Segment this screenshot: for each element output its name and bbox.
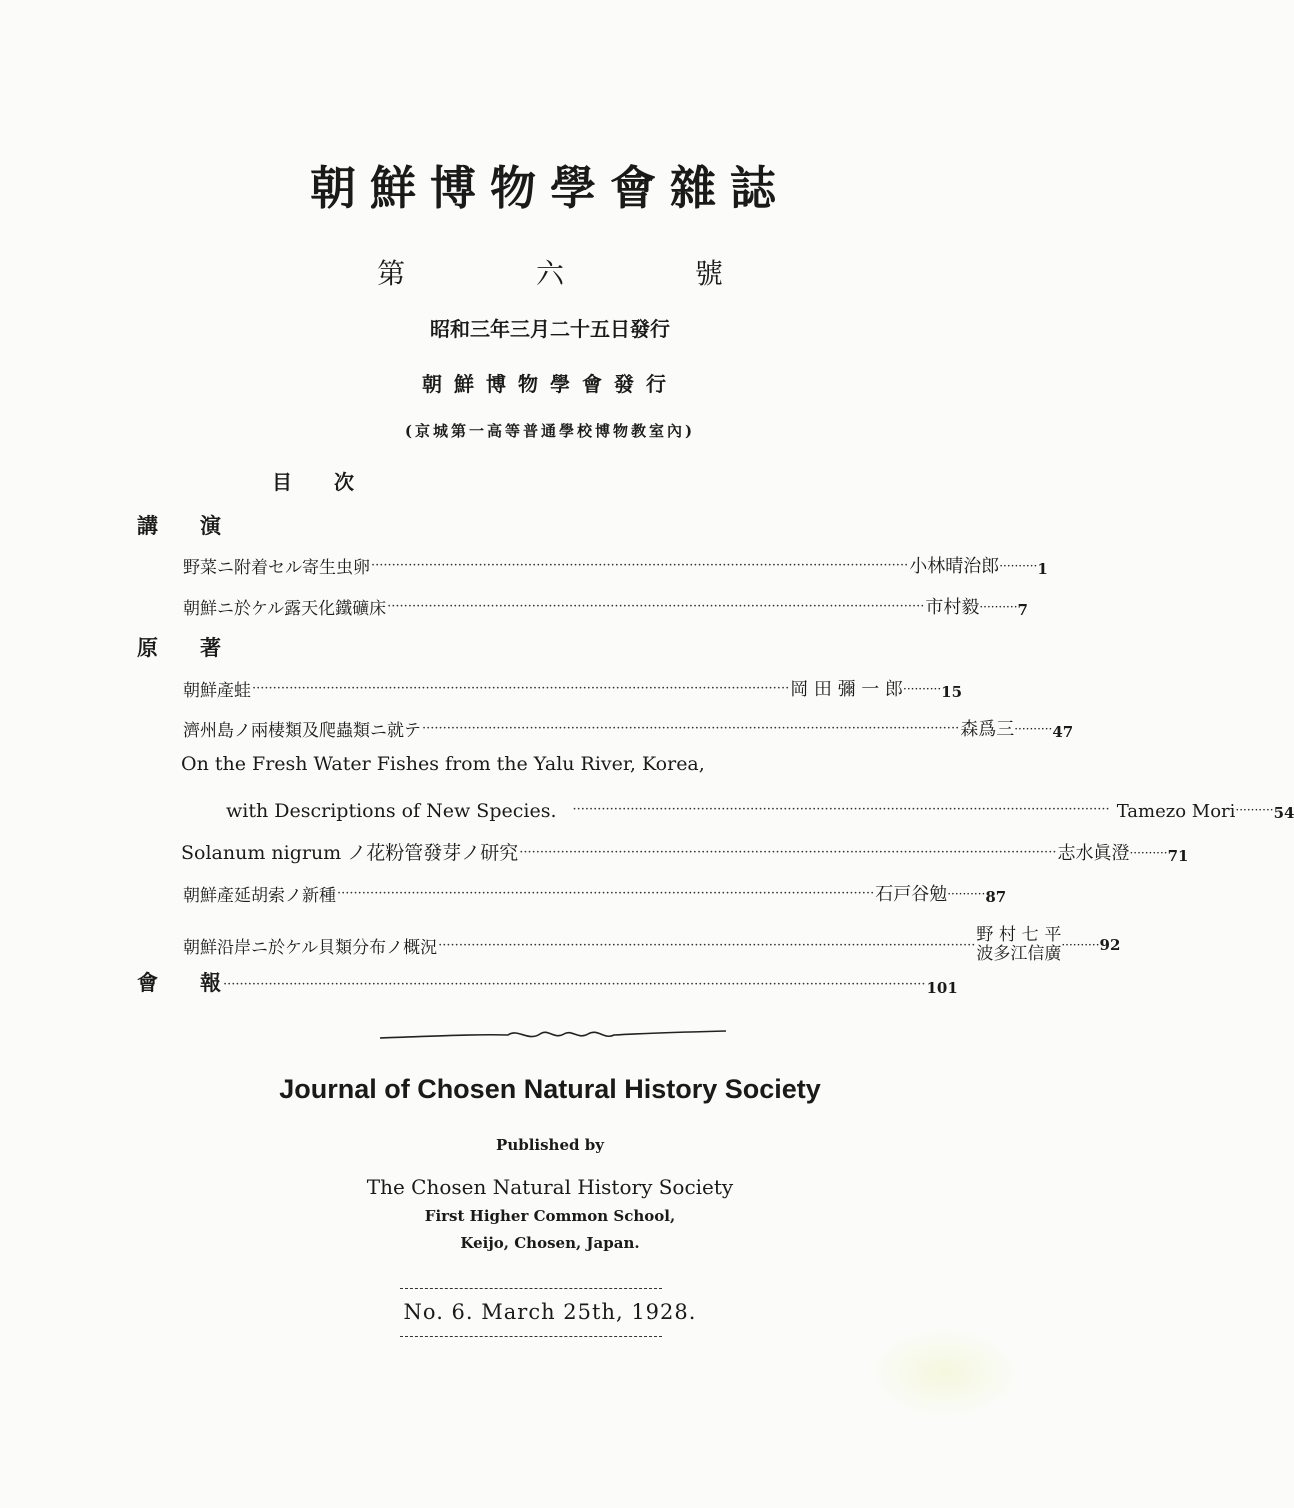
entry-author: 石 戸 谷 勉	[875, 884, 948, 905]
entry-page: ·········· 15	[903, 682, 963, 701]
section-original-papers: 原著	[137, 635, 263, 660]
toc-entry[interactable]	[183, 548, 1048, 578]
issue-char: 第	[377, 257, 406, 290]
entry-author: 森 爲 三	[960, 719, 1015, 740]
japanese-journal-title: 朝鮮博物學會雜誌	[310, 161, 790, 215]
entry-title: 野菜ニ附着セル寄生虫卵	[183, 558, 370, 578]
leader-dots: ··································································································································	[252, 681, 790, 696]
section-reports: 會報	[137, 970, 263, 995]
entry-title: Solanum nigrum ノ花粉管發芽ノ研究	[181, 842, 519, 864]
entry-title-english-line1: On the Fresh Water Fishes from the Yalu River, Korea,	[181, 753, 705, 775]
rule-top	[400, 1288, 662, 1289]
publisher-jp: 朝鮮博物學會發行	[422, 372, 678, 396]
issue-char: 六	[535, 257, 564, 290]
toc-entry[interactable]	[183, 671, 963, 701]
entry-title: 朝鮮ニ於ケル露天化鐵礦床	[183, 599, 387, 619]
issue-number-en: No. 6. March 25th, 1928.	[403, 1300, 697, 1324]
entry-page: ·········· 71	[1129, 846, 1189, 865]
toc-entry[interactable]	[183, 925, 1121, 965]
toc-entry[interactable]	[183, 589, 1028, 619]
leader-dots: ··································································································································	[337, 886, 875, 901]
toc-entry[interactable]	[226, 792, 1294, 822]
entry-author: 市 村 毅	[925, 597, 980, 618]
english-journal-title: Journal of Chosen Natural History Society	[279, 1074, 821, 1104]
leader-dots: ··································································································································	[438, 937, 976, 953]
issue-date-jp: 昭和三年三月二十五日發行	[430, 317, 670, 341]
toc-entry[interactable]	[183, 711, 1074, 741]
entry-title: 朝鮮沿岸ニ於ケル貝類分布ノ概況	[183, 937, 438, 958]
issue-char: 號	[694, 257, 723, 290]
entry-page: ·········· 54	[1235, 803, 1294, 822]
entry-title: 濟州島ノ兩棲類及爬蟲類ニ就テ	[183, 721, 421, 741]
entry-page: ·········· 87	[947, 887, 1007, 906]
leader-dots: ··································································································································	[371, 558, 909, 573]
entry-page: ·········· 1	[999, 559, 1048, 578]
entry-page: ·········· 7	[979, 600, 1028, 619]
ornamental-divider	[378, 1024, 728, 1048]
entry-authors-two	[976, 926, 1061, 964]
address-jp: (京城第一高等普通學校博物教室內)	[404, 422, 696, 440]
issue-number-jp	[0, 252, 1100, 292]
leader-dots: ··································································································································	[422, 721, 960, 736]
toc-entry[interactable]	[183, 876, 1007, 906]
entry-title: 朝鮮產延胡索ノ新種	[183, 886, 336, 906]
entry-author: 志 水 眞 澄	[1057, 843, 1130, 864]
rule-bottom	[400, 1336, 662, 1337]
author-line: 波 多 江 信 廣	[976, 944, 1062, 964]
entry-author: 岡 田 彌 一 郎	[790, 679, 903, 700]
entry-page: ·········· 47	[1014, 722, 1074, 741]
publisher-en: The Chosen Natural History Society	[366, 1175, 734, 1199]
publisher-city: Keijo, Chosen, Japan.	[460, 1234, 640, 1252]
leader-dots: ··········································································································································································	[223, 977, 926, 992]
author-line: 野 村 七 平	[976, 925, 1062, 945]
toc-entry[interactable]	[181, 835, 1189, 865]
entry-author: 小 林 晴 治 郎	[909, 556, 1000, 577]
section-lectures: 講演	[137, 513, 263, 538]
toc-heading: 目次	[272, 470, 396, 494]
leader-dots: ··································································································································	[519, 845, 1057, 860]
paper-stain	[870, 1328, 1020, 1418]
entry-title: 朝鮮產蛙	[183, 681, 251, 701]
publisher-school: First Higher Common School,	[424, 1207, 676, 1225]
entry-title-english-line2: with Descriptions of New Species.	[226, 800, 557, 822]
entry-page: ·········· 92	[1061, 936, 1121, 954]
entry-page: 101	[926, 979, 958, 997]
toc-entry-reports[interactable]	[137, 967, 958, 997]
published-by-label: Published by	[496, 1136, 604, 1154]
leader-dots: ··································································································································	[387, 599, 925, 614]
entry-author-english: Tamezo Mori	[1116, 801, 1236, 822]
leader-dots: ··································································································································	[572, 802, 1110, 817]
